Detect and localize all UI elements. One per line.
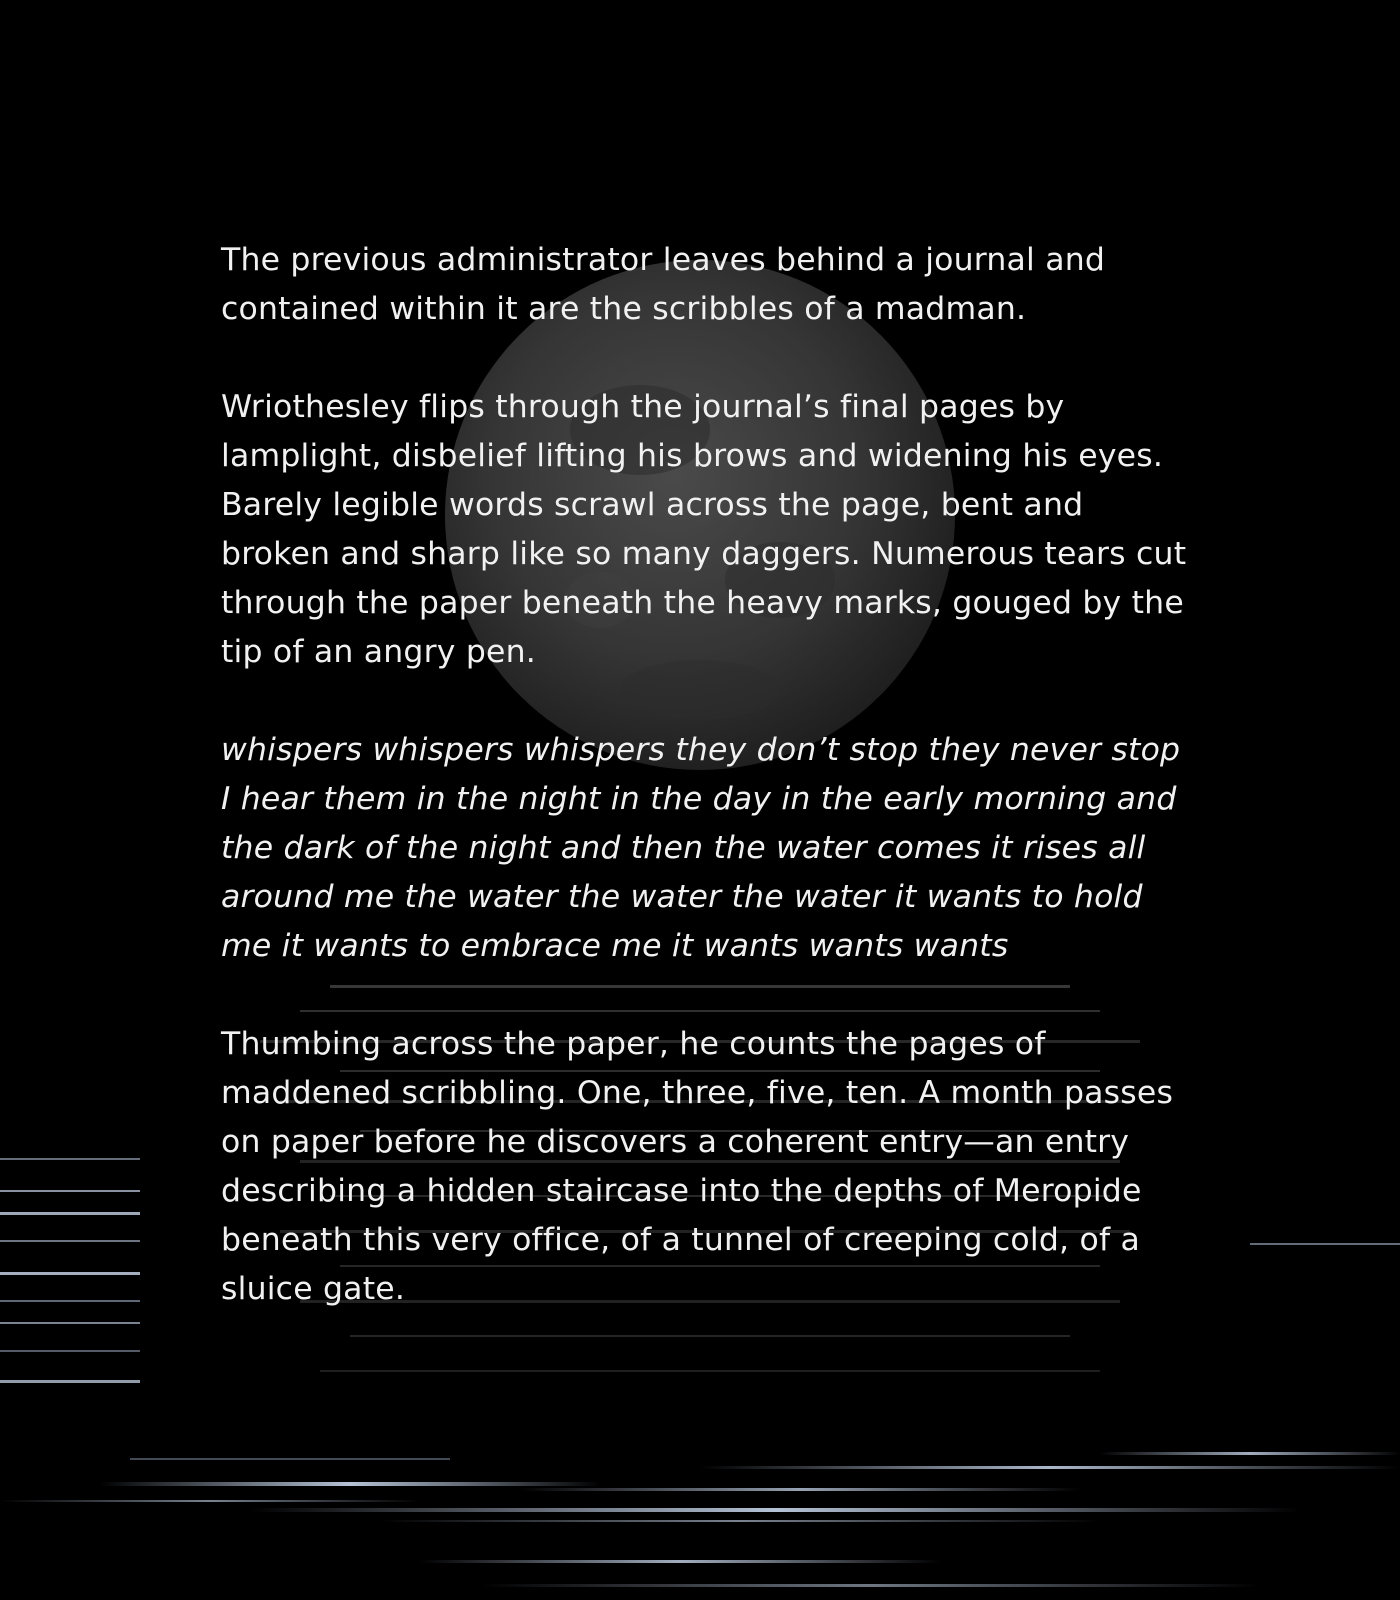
story-paragraph: The previous administrator leaves behind a journal and contained within it are the scribbles of a madman. — [221, 242, 1106, 327]
water-ripple-right — [1250, 1243, 1400, 1245]
water-highlights-bottom — [0, 1452, 1400, 1587]
journal-excerpt: whispers whispers whispers they don’t stop they never stop I hear them in the night in the day in the early morning and the dark of the night and then the water comes it rises all around me the water the water the water it wants to hold me it wants to embrace me it wants wants wants — [221, 732, 1181, 964]
story-text — [221, 236, 1196, 1363]
story-paragraph: Thumbing across the paper, he counts the pages of maddened scribbling. One, three, five, ten. A month passes on paper before he discovers a coherent entry—an entry describing a hidden staircase into the depths of Meropide beneath this very office, of a tunnel of creeping cold, of a sluice gate. — [221, 1026, 1174, 1307]
story-paragraph: Wriothesley flips through the journal’s final pages by lamplight, disbelief lifting his brows and widening his eyes. Barely legible words scrawl across the page, bent and broken and sharp like so many daggers. Numerous tears cut through the paper beneath the heavy marks, gouged by the tip of an angry pen. — [221, 389, 1187, 670]
water-ripples-left — [0, 1158, 140, 1383]
